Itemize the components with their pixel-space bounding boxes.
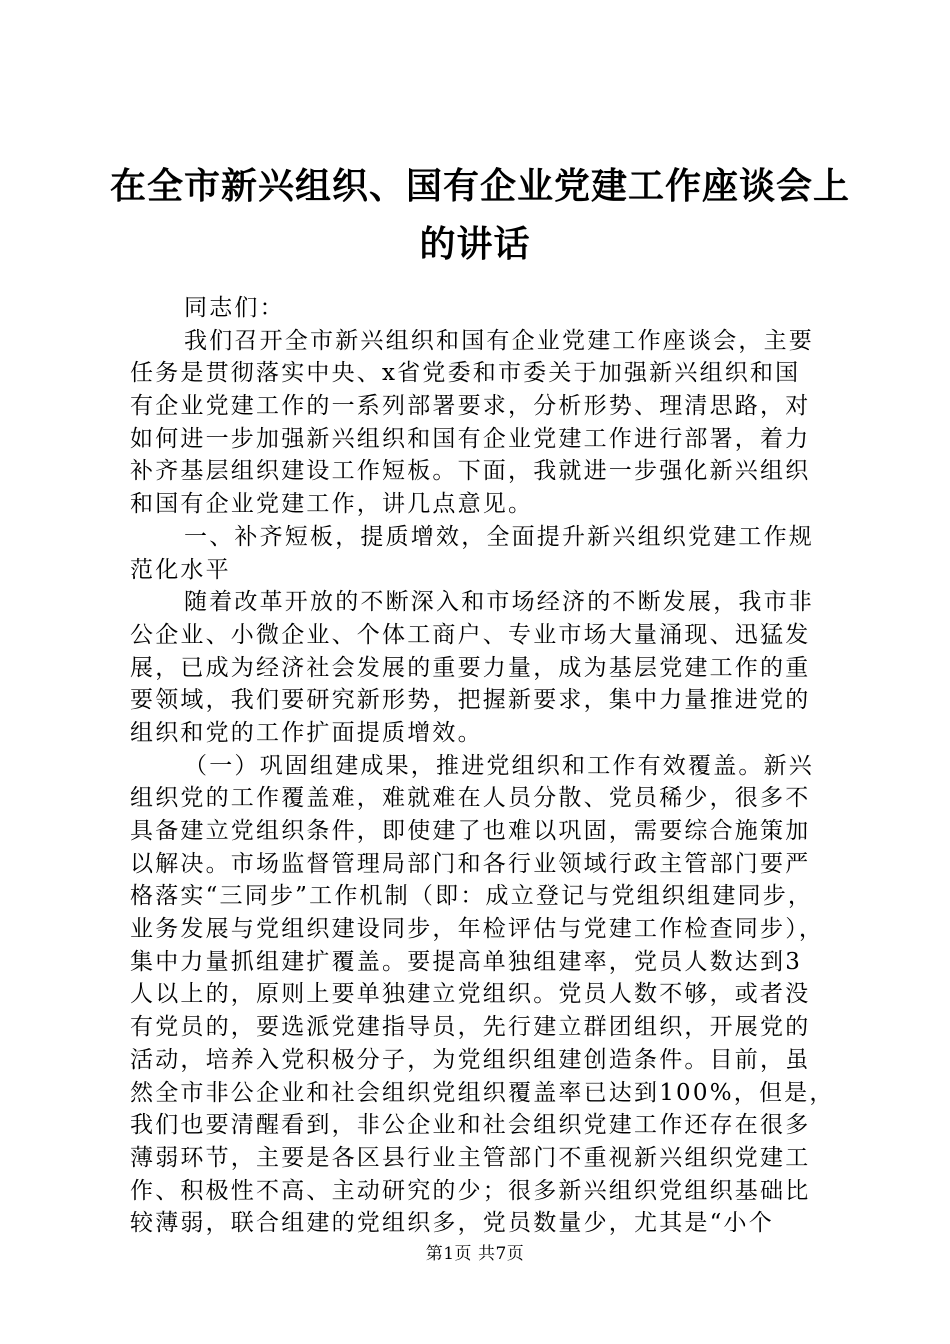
body-line: 活动，培养入党积极分子，为党组织组建创造条件。目前，虽 <box>130 1046 811 1073</box>
body-line: 人以上的，原则上要单独建立党组织。党员人数不够，或者没 <box>130 981 811 1008</box>
body-line: 集中力量抓组建扩覆盖。要提高单独组建率，党员人数达到3 <box>130 948 803 975</box>
body-line: 要领域，我们要研究新形势，把握新要求，集中力量推进党的 <box>130 687 811 714</box>
body-line: 我们召开全市新兴组织和国有企业党建工作座谈会，主要 <box>184 327 814 354</box>
body-line: 展，已成为经济社会发展的重要力量，成为基层党建工作的重 <box>130 654 811 681</box>
body-line: 有党员的，要选派党建指导员，先行建立群团组织，开展党的 <box>130 1014 811 1041</box>
body-line: 具备建立党组织条件，即使建了也难以巩固，需要综合施策加 <box>130 818 811 844</box>
document-body <box>130 292 835 1240</box>
page-footer: 第1页 共7页 <box>425 1244 525 1264</box>
title-line: 的讲话 <box>419 224 531 265</box>
title-line: 在全市新兴组织、国有企业党建工作座谈会上 <box>110 166 851 207</box>
body-line: 如何进一步加强新兴组织和国有企业党建工作进行部署，着力 <box>130 425 811 452</box>
body-line: 任务是贯彻落实中央、x省党委和市委关于加强新兴组织和国 <box>130 360 801 387</box>
body-line: 作、积极性不高、主动研究的少；很多新兴组织党组织基础比 <box>130 1177 811 1204</box>
body-line: 较薄弱，联合组建的党组织多，党员数量少，尤其是“小个 <box>130 1210 774 1237</box>
body-line: 组织党的工作覆盖难，难就难在人员分散、党员稀少，很多不 <box>130 785 811 812</box>
body-line: 公企业、小微企业、个体工商户、专业市场大量涌现、迅猛发 <box>130 621 811 648</box>
body-line: 一、补齐短板，提质增效，全面提升新兴组织党建工作规 <box>184 523 814 550</box>
body-line: 组织和党的工作扩面提质增效。 <box>130 719 483 746</box>
body-line: 我们也要清醒看到，非公企业和社会组织党建工作还存在很多 <box>130 1112 811 1139</box>
body-line: 业务发展与党组织建设同步，年检评估与党建工作检查同步）， <box>130 916 825 943</box>
body-line: 范化水平 <box>130 556 231 583</box>
body-line: 以解决。市场监督管理局部门和各行业领域行政主管部门要严 <box>130 850 811 877</box>
body-line: 同志们： <box>184 295 285 321</box>
body-line: 补齐基层组织建设工作短板。下面，我就进一步强化新兴组织 <box>130 458 811 485</box>
document-title <box>110 158 851 274</box>
body-line: 随着改革开放的不断深入和市场经济的不断发展，我市非 <box>184 589 814 616</box>
body-line: （一）巩固组建成果，推进党组织和工作有效覆盖。新兴 <box>184 752 814 779</box>
body-line: 有企业党建工作的一系列部署要求，分析形势、理清思路，对 <box>130 393 811 420</box>
body-line: 然全市非公企业和社会组织党组织覆盖率已达到100%，但是， <box>130 1079 835 1106</box>
body-line: 和国有企业党建工作，讲几点意见。 <box>130 491 534 518</box>
body-line: 格落实“三同步”工作机制（即：成立登记与党组织组建同步， <box>130 883 814 910</box>
body-line: 薄弱环节，主要是各区县行业主管部门不重视新兴组织党建工 <box>130 1144 811 1171</box>
